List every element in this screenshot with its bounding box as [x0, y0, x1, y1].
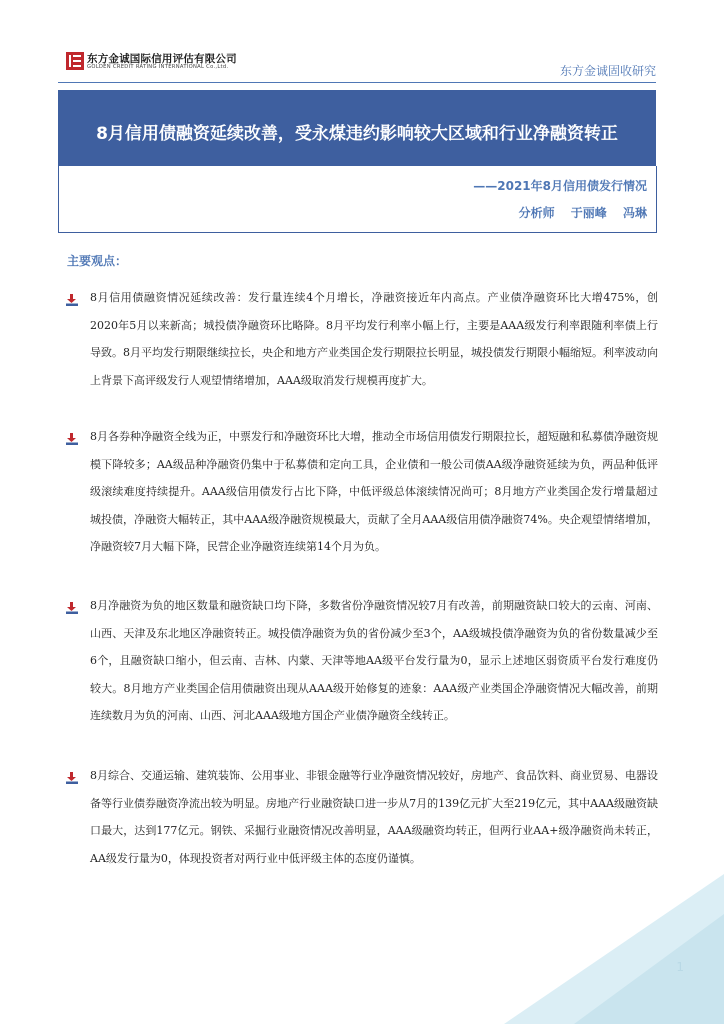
bullet-arrow-icon: [66, 772, 78, 784]
analyst-label: 分析师: [518, 206, 555, 220]
analyst-name: 于丽峰: [570, 206, 607, 220]
main-points-heading: 主要观点：: [67, 254, 128, 268]
main-point-item: [66, 291, 658, 394]
main-point-item: [66, 430, 658, 561]
company-name-en: GOLDEN CREDIT RATING INTERNATIONAL Co.,Ltd.: [87, 64, 229, 70]
main-point-text: 8月综合、交通运输、建筑装饰、公用事业、非银金融等行业净融资情况较好，房地产、食品饮料、商业贸易、电器设备等行业债券融资净流出较为明显。房地产行业融资缺口进一步从7月的139亿元扩大至219亿元，其中AAA级融资缺口最大，达到177亿元。钢铁、采掘行业融资情况改善明显，AAA级融资均转正，但两行业AA+级净融资尚未转正，AA级发行量为0，体现投资者对两行业中低评级主体的态度仍谨慎。: [90, 769, 658, 865]
company-logo-icon: [66, 52, 84, 70]
page-number: 1: [676, 960, 684, 974]
main-point-item: [66, 599, 658, 730]
header-divider: [58, 82, 656, 83]
corner-decoration: [504, 874, 724, 1024]
report-subtitle: ——2021年8月信用债发行情况: [473, 179, 647, 193]
main-point-item: [66, 769, 658, 872]
main-point-text: 8月各券种净融资全线为正，中票发行和净融资环比大增，推动全市场信用债发行期限拉长，超短融和私募债净融资规模下降较多；AA级品种净融资仍集中于私募债和定向工具，企业债和一般公司债AA级净融资延续为负，两品种低评级滚续难度持续提升。AAA级信用债发行占比下降，中低评级总体滚续情况尚可；8月地方产业类国企发行增量超过城投债，净融资大幅转正，其中AAA级净融资规模最大，贡献了全月AAA级信用债净融资74%。央企观望情绪增加，净融资较7月大幅下降，民营企业净融资连续第14个月为负。: [90, 430, 658, 553]
company-name-cn: 东方金诚国际信用评估有限公司: [87, 53, 237, 65]
report-title: 8月信用债融资延续改善，受永煤违约影响较大区域和行业净融资转正: [96, 124, 618, 144]
subtitle-box: [58, 166, 657, 233]
bullet-arrow-icon: [66, 602, 78, 614]
main-point-text: 8月净融资为负的地区数量和融资缺口均下降，多数省份净融资情况较7月有改善，前期融资缺口较大的云南、河南、山西、天津及东北地区净融资转正。城投债净融资为负的省份减少至3个，AA级城投债净融资为负的省份数量减少至6个，且融资缺口缩小，但云南、吉林、内蒙、天津等地AA级平台发行量为0，显示上述地区弱资质平台发行难度仍较大。8月地方产业类国企信用债融资出现从AAA级开始修复的迹象：AAA级产业类国企净融资情况大幅改善，前期连续数月为负的河南、山西、河北AAA级地方国企产业债净融资全线转正。: [90, 599, 658, 722]
main-point-text: 8月信用债融资情况延续改善：发行量连续4个月增长，净融资接近年内高点。产业债净融资环比大增475%，创2020年5月以来新高；城投债净融资环比略降。8月平均发行利率小幅上行，主要是AAA级发行利率跟随利率债上行导致。8月平均发行期限继续拉长，央企和地方产业类国企发行期限拉长明显，城投债发行期限小幅缩短。利率波动向上背景下高评级发行人观望情绪增加，AAA级取消发行规模再度扩大。: [90, 291, 658, 387]
analyst-name: 冯琳: [622, 206, 647, 220]
title-banner: [58, 90, 656, 166]
analyst-line: [519, 204, 647, 221]
research-brand: 东方金诚固收研究: [559, 64, 656, 78]
bullet-arrow-icon: [66, 433, 78, 445]
bullet-arrow-icon: [66, 294, 78, 306]
